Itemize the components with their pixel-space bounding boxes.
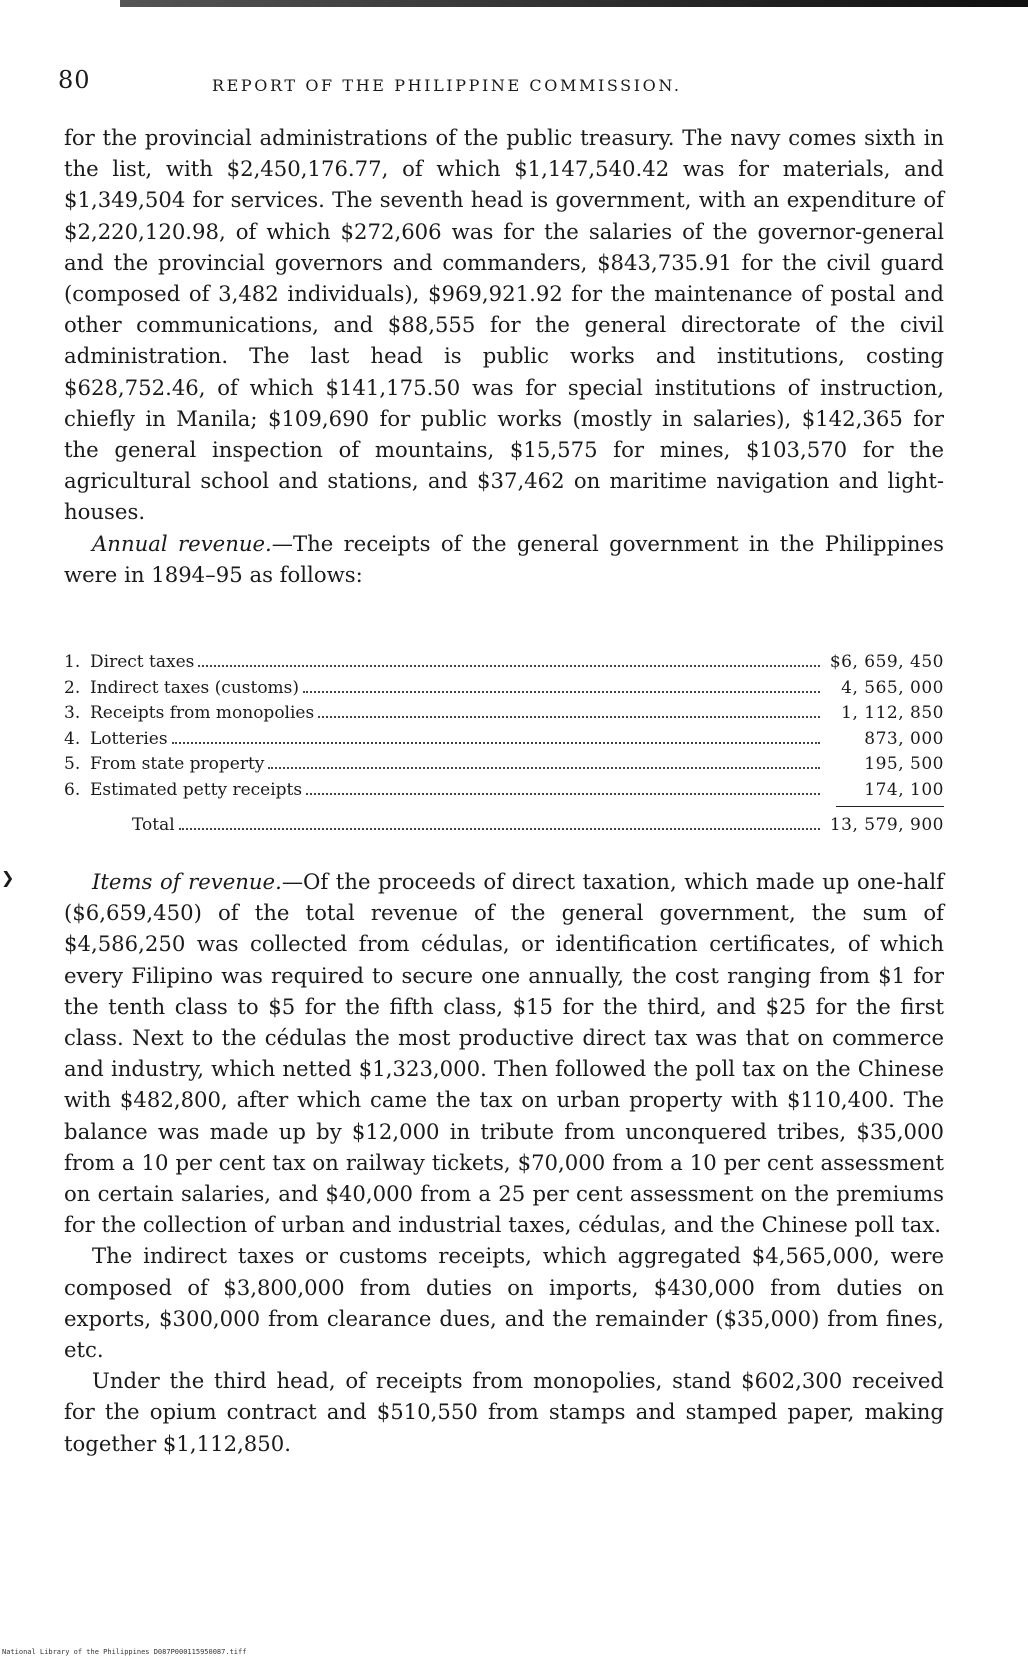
scan-top-edge <box>120 0 1028 7</box>
upper-text-block <box>64 122 944 590</box>
dot-leader <box>306 793 820 795</box>
total-row <box>132 813 944 839</box>
table-row <box>64 778 944 804</box>
running-head: REPORT OF THE PHILIPPINE COMMISSION. <box>212 76 682 95</box>
paragraph-items-of-revenue <box>64 866 944 1240</box>
row-label: Indirect taxes (customs) <box>90 677 300 698</box>
items-of-revenue-heading: Items of revenue. <box>92 869 282 894</box>
table-row <box>64 676 944 702</box>
page-number: 80 <box>58 66 91 94</box>
table-row <box>64 650 944 676</box>
row-number: 3. <box>64 703 81 723</box>
dot-leader <box>318 716 820 718</box>
row-label: From state property <box>90 754 265 774</box>
scan-footer: National Library of the Philippines D087P000115950087.tiff <box>2 1648 247 1656</box>
total-label: Total <box>132 815 175 835</box>
total-amount: 13, 579, 900 <box>829 815 944 835</box>
row-label: Direct taxes <box>90 652 195 672</box>
paragraph-indirect-taxes: The indirect taxes or customs receipts, which aggregated $4,565,000, were composed of $3,800,000 from duties on imports, $430,000 from duties on exports, $300,000 from clearance dues, and the remainder ($35,000) from fines, etc. <box>64 1243 944 1363</box>
lower-text-block <box>64 866 944 1459</box>
row-amount: 4, 565, 000 <box>841 677 944 698</box>
annual-revenue-text: —The receipts of the general government in the Philippines were in 1894–95 as follows: <box>64 530 944 587</box>
table-row <box>64 701 944 727</box>
paragraph-expenditure: for the provincial administrations of the public treasury. The navy comes sixth in the list, with $2,450,176.77, of which $1,147,540.42 was for materials, and $1,349,504 for services. The seventh head is government, with an expenditure of $2,220,120.98, of which $272,606 was for the salaries of the governor-general and the provincial governors and commanders, $843,735.91 for the civil guard (composed of 3,482 individuals), $969,921.92 for the maintenance of postal and other communications, and $88,555 for the general directorate of the civil administration. The last head is public works and institutions, costing $628,752.46, of which $141,175.50 was for special institutions of instruction, chiefly in Manila; $109,690 for public works (mostly in salaries), $142,365 for the general inspection of mountains, $15,575 for mines, $103,570 for the agricultural school and stations, and $37,462 on maritime navigation and light-houses. <box>64 125 944 525</box>
row-amount: 195, 500 <box>864 754 944 774</box>
dot-leader <box>268 767 820 769</box>
row-number: 5. <box>64 754 81 774</box>
row-number: 2. <box>64 677 81 698</box>
table-row <box>64 752 944 778</box>
row-label: Lotteries <box>90 728 168 749</box>
dot-leader <box>172 742 820 744</box>
annual-revenue-heading: Annual revenue. <box>92 530 272 556</box>
row-number: 6. <box>64 779 81 800</box>
dot-leader <box>303 691 820 693</box>
dot-leader <box>198 665 820 667</box>
row-amount: 174, 100 <box>864 779 944 800</box>
row-number: 4. <box>64 728 81 749</box>
row-amount: 1, 112, 850 <box>841 703 944 723</box>
revenue-table <box>64 650 944 839</box>
table-row <box>64 727 944 753</box>
paragraph-monopolies: Under the third head, of receipts from monopolies, stand $602,300 received for the opium contract and $510,550 from stamps and stamped paper, making together $1,112,850. <box>64 1368 944 1456</box>
dot-leader <box>179 828 820 830</box>
row-label: Estimated petty receipts <box>90 779 303 800</box>
margin-mark: ❯ <box>1 868 15 887</box>
row-amount: 873, 000 <box>864 728 944 749</box>
row-label: Receipts from monopolies <box>90 703 315 723</box>
row-amount: $6, 659, 450 <box>829 652 944 672</box>
items-of-revenue-text: —Of the proceeds of direct taxation, which made up one-half ($6,659,450) of the total revenue of the general government, the sum of $4,586,250 was collected from cédulas, or identification certificates, of which every Filipino was required to secure one annually, the cost ranging from $1 for the tenth class to $5 for the fifth class, $15 for the third, and $25 for the first class. Next to the cédulas the most productive direct tax was that on commerce and industry, which netted $1,323,000. Then followed the poll tax on the Chinese with $482,800, after which came the tax on urban property with $110,400. The balance was made up by $12,000 in tribute from unconquered tribes, $35,000 from a 10 per cent tax on railway tickets, $70,000 from a 10 per cent assessment on certain salaries, and $40,000 from a 25 per cent assessment on the premiums for the collection of urban and industrial taxes, cédulas, and the Chinese poll tax. <box>64 869 944 1238</box>
row-number: 1. <box>64 652 81 672</box>
paragraph-annual-revenue <box>64 528 944 590</box>
total-rule <box>836 806 944 807</box>
